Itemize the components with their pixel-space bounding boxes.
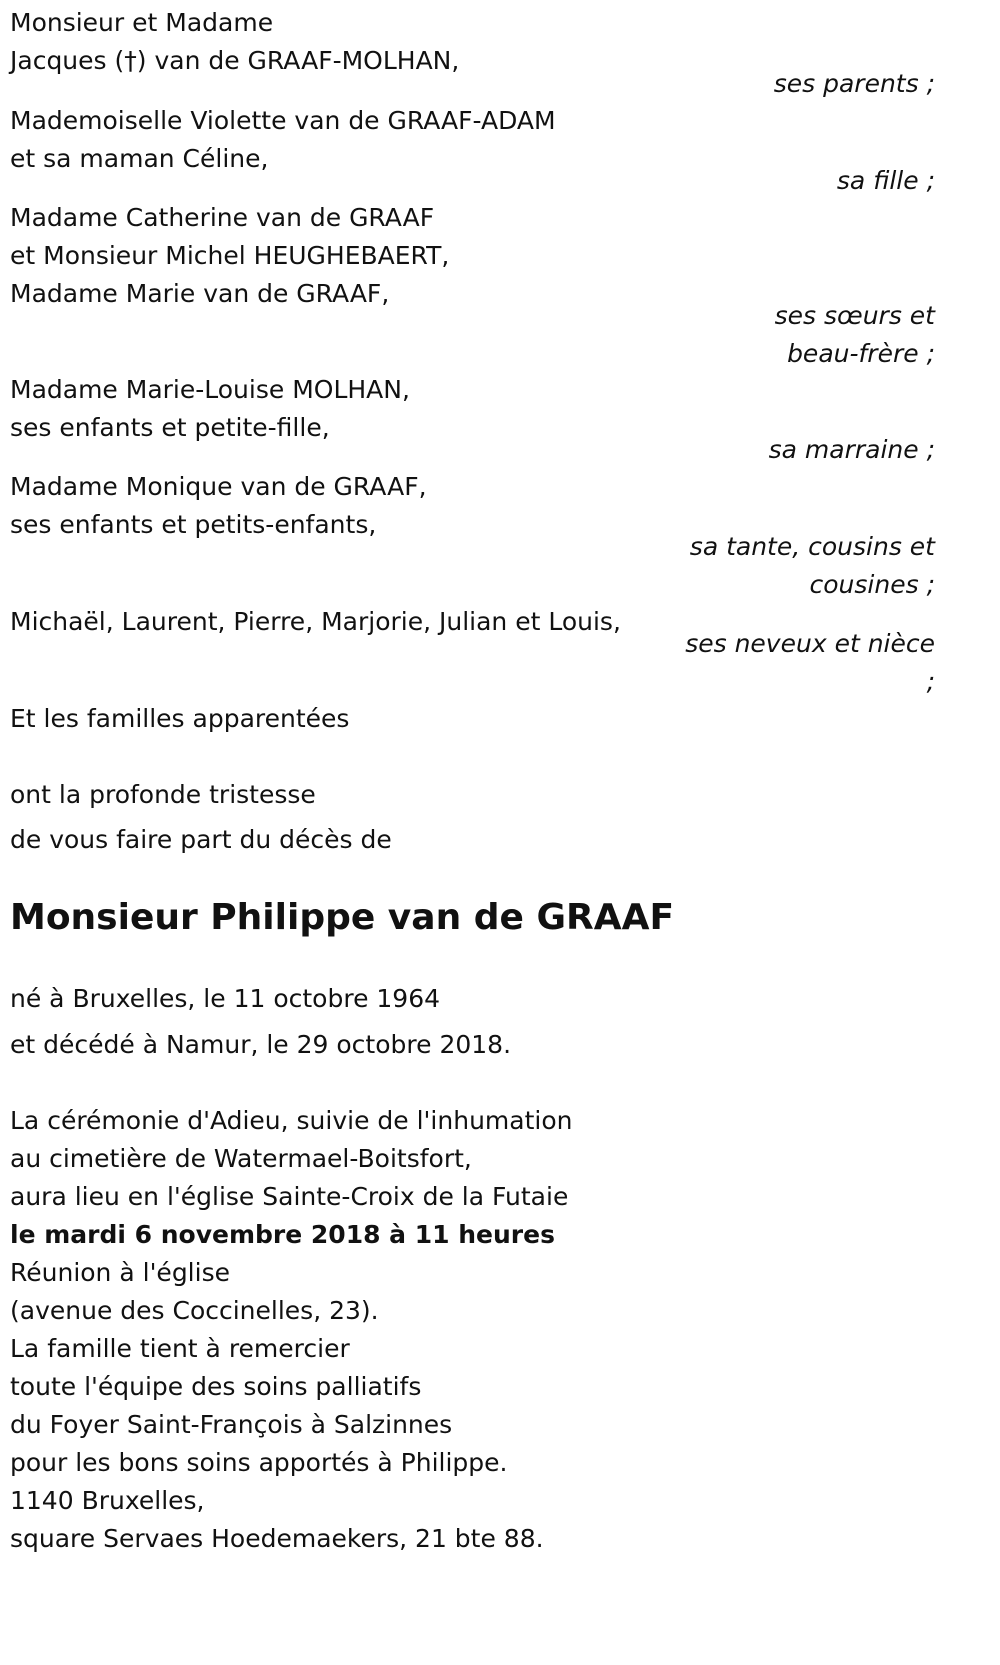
ceremony-date-time: le mardi 6 novembre 2018 à 11 heures — [10, 1220, 555, 1249]
ceremony-line: au cimetière de Watermael-Boitsfort, — [10, 1144, 472, 1173]
announcement-line: ont la profonde tristesse — [10, 780, 316, 809]
address-line: 1140 Bruxelles, — [10, 1486, 205, 1515]
relation-label: sa marraine ; — [768, 435, 935, 464]
ceremony-detail-line: toute l'équipe des soins palliatifs — [10, 1372, 422, 1401]
family-line: Mademoiselle Violette van de GRAAF-ADAM — [10, 106, 556, 135]
relation-label: beau-frère ; — [787, 339, 935, 368]
family-line: Madame Marie van de GRAAF, — [10, 279, 390, 308]
relation-label: ses neveux et nièce — [685, 629, 935, 658]
ceremony-detail-line: La famille tient à remercier — [10, 1334, 350, 1363]
family-line: Monsieur et Madame — [10, 8, 274, 37]
family-line: ses enfants et petite-fille, — [10, 413, 330, 442]
family-line: Madame Catherine van de GRAAF — [10, 203, 435, 232]
family-line: et Monsieur Michel HEUGHEBAERT, — [10, 241, 450, 270]
ceremony-detail-line: (avenue des Coccinelles, 23). — [10, 1296, 379, 1325]
birth-line: né à Bruxelles, le 11 octobre 1964 — [10, 984, 441, 1013]
family-line: Michaël, Laurent, Pierre, Marjorie, Julian et Louis, — [10, 607, 621, 636]
relation-label: ses parents ; — [773, 69, 935, 98]
family-line: Madame Monique van de GRAAF, — [10, 472, 427, 501]
ceremony-detail-line: Réunion à l'église — [10, 1258, 230, 1287]
address-line: square Servaes Hoedemaekers, 21 bte 88. — [10, 1524, 544, 1553]
related-families: Et les familles apparentées — [10, 704, 350, 733]
ceremony-detail-line: du Foyer Saint-François à Salzinnes — [10, 1410, 453, 1439]
ceremony-line: aura lieu en l'église Sainte-Croix de la Futaie — [10, 1182, 569, 1211]
ceremony-line: La cérémonie d'Adieu, suivie de l'inhumation — [10, 1106, 573, 1135]
relation-label: sa tante, cousins et — [689, 532, 935, 561]
relation-label: ; — [926, 667, 935, 696]
family-line: et sa maman Céline, — [10, 144, 269, 173]
family-line: ses enfants et petits-enfants, — [10, 510, 377, 539]
relation-label: cousines ; — [809, 570, 935, 599]
family-line: Madame Marie-Louise MOLHAN, — [10, 375, 410, 404]
death-line: et décédé à Namur, le 29 octobre 2018. — [10, 1030, 512, 1059]
relation-label: sa fille ; — [836, 166, 935, 195]
family-line: Jacques (†) van de GRAAF-MOLHAN, — [10, 46, 460, 75]
announcement-line: de vous faire part du décès de — [10, 825, 392, 854]
deceased-name: Monsieur Philippe van de GRAAF — [10, 897, 675, 938]
relation-label: ses sœurs et — [774, 301, 935, 330]
ceremony-detail-line: pour les bons soins apportés à Philippe. — [10, 1448, 508, 1477]
